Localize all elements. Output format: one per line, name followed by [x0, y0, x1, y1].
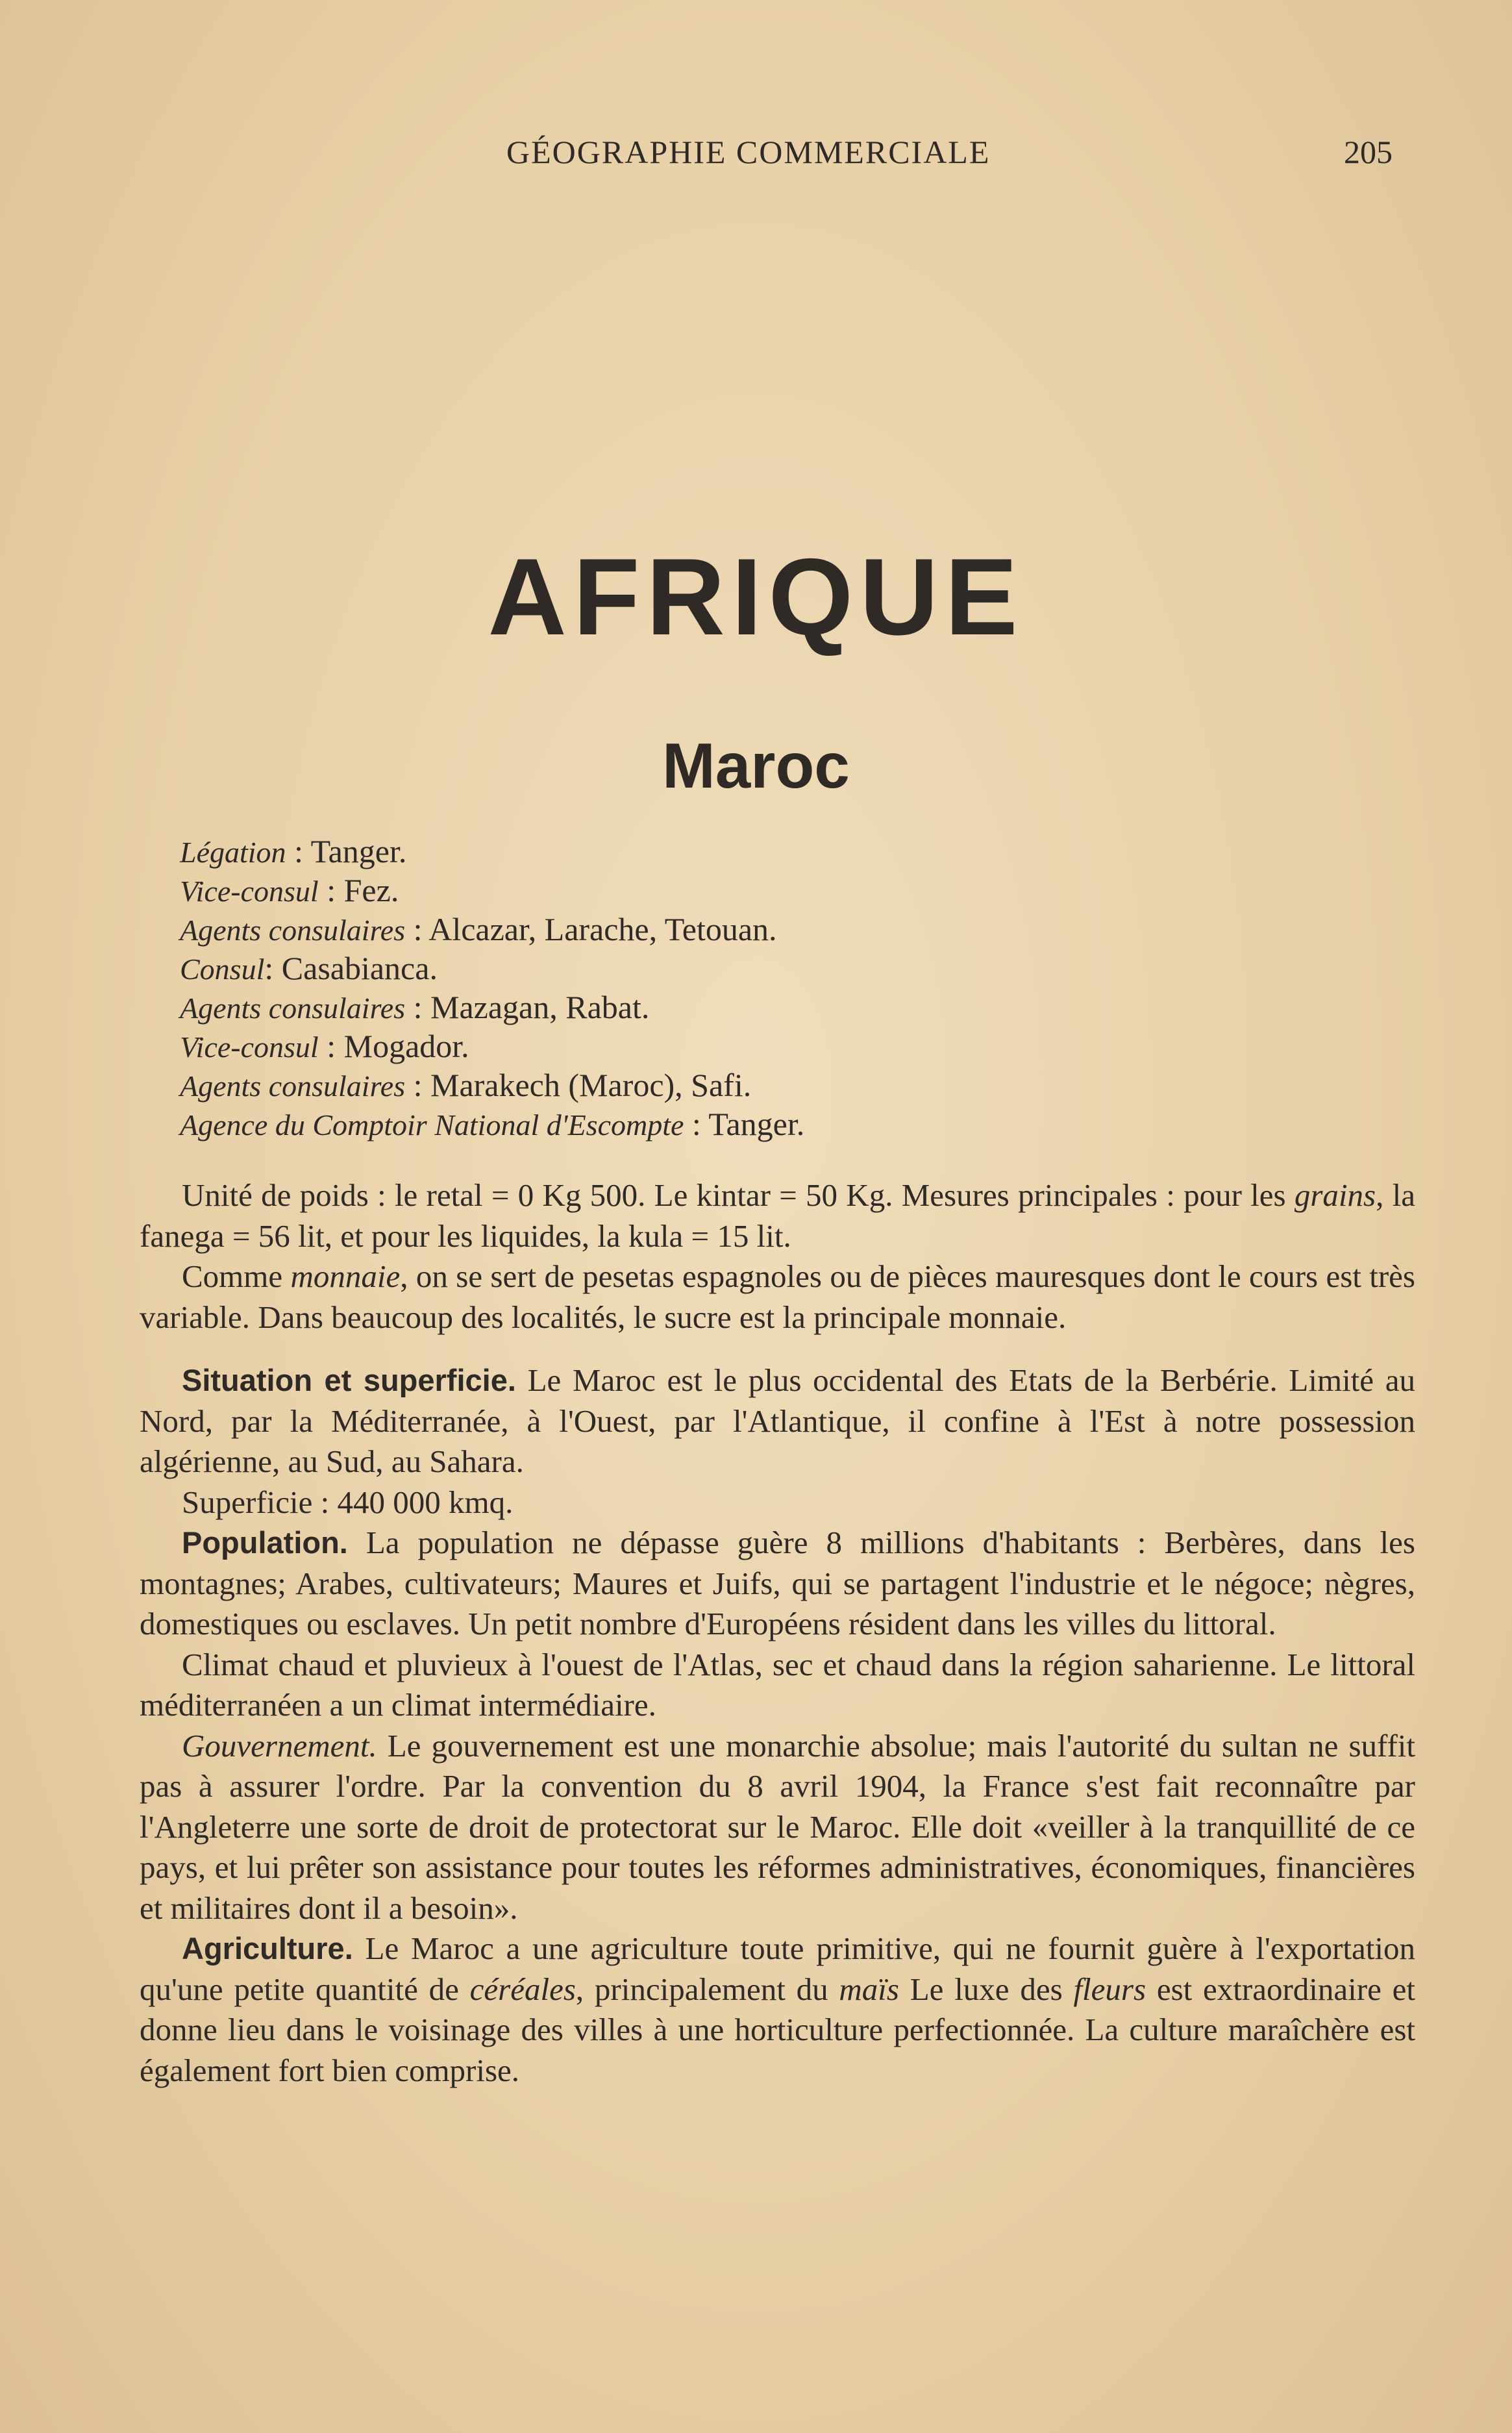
official-separator: : — [405, 989, 430, 1025]
official-separator: : — [286, 833, 311, 869]
agriculture-term: maïs — [839, 1971, 899, 2007]
official-location: Fez. — [343, 872, 399, 908]
official-line — [180, 988, 1413, 1027]
units-text: Unité de poids : le retal = 0 Kg 500. Le kintar = 50 Kg. Mesures principales : pour les — [182, 1177, 1295, 1213]
official-separator: : — [684, 1106, 709, 1142]
official-location: Casabianca. — [281, 950, 438, 986]
official-role: Légation — [180, 836, 286, 869]
situation-paragraph — [140, 1360, 1415, 1482]
money-paragraph — [140, 1256, 1415, 1338]
official-separator: : — [264, 950, 282, 986]
population-text: La population ne dépasse guère 8 millions d'habitants : Berbères, dans les montagnes; Arabes, cultivateurs; Maures et Juifs, qui se partagent l'industrie et le négoce; nègres, domestiques ou esclaves. Un petit nombre d'Européens résident dans les villes du littoral. — [140, 1525, 1415, 1641]
official-location: Alcazar, Larache, Tetouan. — [428, 911, 777, 947]
official-role: Agents consulaires — [180, 1069, 406, 1103]
agriculture-text: est extraordinaire et donne lieu dans le voisinage des villes à une horticulture perfectionnée. La culture maraîchère est également fort bien comprise. — [140, 1971, 1415, 2088]
official-role: Agence du Comptoir National d'Escompte — [180, 1108, 684, 1142]
units-paragraph — [140, 1175, 1415, 1256]
climat-paragraph: Climat chaud et pluvieux à l'ouest de l'Atlas, sec et chaud dans la région saharienne. Le littoral méditerranéen a un climat intermédiaire. — [140, 1646, 1415, 1723]
gouvernement-heading: Gouvernement. — [182, 1727, 377, 1764]
population-paragraph — [140, 1523, 1415, 1645]
body-text — [140, 1175, 1415, 2091]
agriculture-term: céréales — [469, 1971, 576, 2007]
official-line — [180, 871, 1413, 910]
official-line — [180, 949, 1413, 988]
agriculture-heading: Agriculture. — [182, 1931, 353, 1965]
population-heading: Population. — [182, 1525, 348, 1560]
agriculture-text: Le Maroc a une agriculture toute primitive, qui ne fournit guère à l'exportation qu'une petite quantité de — [140, 1930, 1415, 2007]
official-role: Vice-consul — [180, 1030, 319, 1064]
agriculture-text: Le luxe des — [899, 1971, 1074, 2007]
official-line — [180, 1027, 1413, 1066]
official-line — [180, 1066, 1413, 1105]
section-title: Maroc — [662, 730, 850, 801]
official-role: Agents consulaires — [180, 992, 406, 1025]
gouvernement-text: Le gouvernement est une monarchie absolue; mais l'autorité du sultan ne suffit pas à assurer l'ordre. Par la convention du 8 avril 1904, la France s'est fait reconnaître par l'Angleterre une sorte de droit de protectorat sur le Maroc. Elle doit «veiller à la tranquillité de ce pays, et lui prêter son assistance pour toutes les réformes administratives, économiques, financières et militaires dont il a besoin». — [140, 1727, 1415, 1926]
official-location: Marakech (Maroc), Safi. — [430, 1067, 752, 1103]
official-location: Tanger. — [310, 833, 407, 869]
official-location: Mazagan, Rabat. — [430, 989, 650, 1025]
running-title: GÉOGRAPHIE COMMERCIALE — [506, 134, 991, 170]
running-head — [0, 133, 1512, 179]
money-term: monnaie — [290, 1258, 401, 1294]
official-separator: : — [318, 1028, 344, 1064]
units-text: , la fanega = 56 lit, et pour les liquides, la kula = 15 lit. — [140, 1177, 1415, 1254]
page-number: 205 — [1344, 134, 1393, 170]
money-text: Comme — [182, 1258, 291, 1294]
official-role: Vice-consul — [180, 875, 319, 908]
situation-text: Le Maroc est le plus occidental des Etats de la Berbérie. Limité au Nord, par la Méditerranée, à l'Ouest, par l'Atlantique, il confine à l'Est à notre possession algérienne, au Sud, au Sahara. — [140, 1362, 1415, 1479]
official-separator: : — [318, 872, 344, 908]
official-location: Tanger. — [708, 1106, 805, 1142]
official-role: Consul — [180, 953, 265, 986]
agriculture-paragraph — [140, 1928, 1415, 2091]
agriculture-text: , principalement du — [575, 1971, 839, 2007]
official-line — [180, 910, 1413, 949]
official-line — [180, 832, 1413, 871]
official-separator: : — [405, 1067, 430, 1103]
official-role: Agents consulaires — [180, 914, 406, 947]
official-separator: : — [405, 911, 429, 947]
situation-heading: Situation et superficie. — [182, 1363, 516, 1397]
official-line — [180, 1105, 1413, 1144]
superficie-paragraph: Superficie : 440 000 kmq. — [182, 1484, 514, 1520]
officials-list — [180, 832, 1413, 1144]
main-title: AFRIQUE — [488, 536, 1024, 658]
units-term: grains — [1294, 1177, 1376, 1213]
official-location: Mogador. — [343, 1028, 469, 1064]
gouvernement-paragraph — [140, 1726, 1415, 1929]
agriculture-term: fleurs — [1073, 1971, 1146, 2007]
money-text: , on se sert de pesetas espagnoles ou de pièces mauresques dont le cours est très variable. Dans beaucoup des localités, le sucre est la principale monnaie. — [140, 1258, 1415, 1335]
